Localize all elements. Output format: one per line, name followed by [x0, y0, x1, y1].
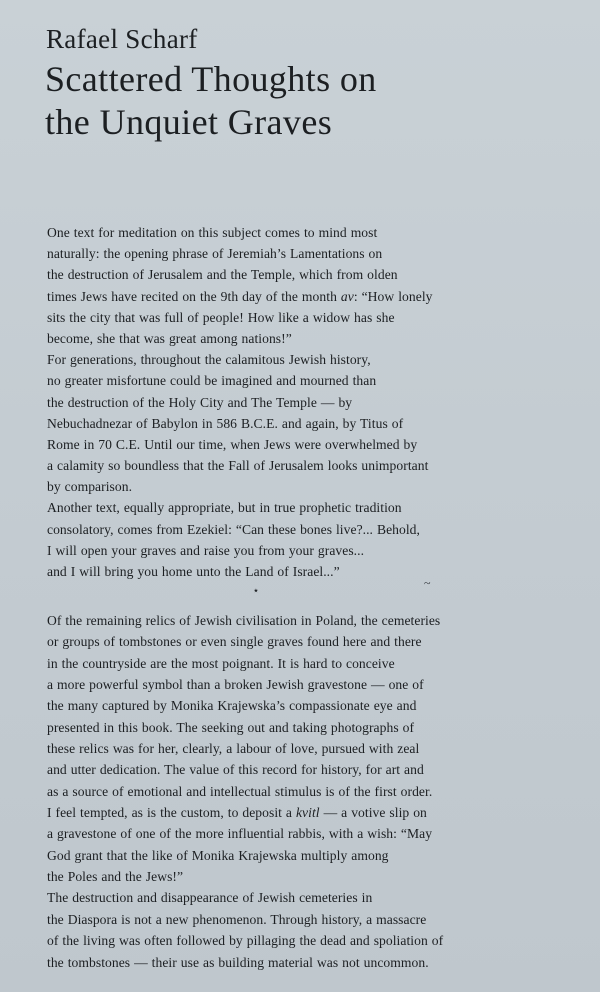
text-line: a more powerful symbol than a broken Jewish gravestone — one of — [47, 677, 424, 693]
text-line: consolatory, comes from Ezekiel: “Can these bones live?... Behold, — [47, 521, 420, 537]
text-line: Rome in 70 C.E. Until our time, when Jews were overwhelmed by — [47, 436, 418, 452]
text-line-end: : “How lonely — [353, 288, 433, 304]
text-line-end: — a votive slip on — [319, 805, 427, 821]
text-line-start: I feel tempted, as is the custom, to deposit a — [47, 805, 293, 821]
text-line: these relics was for her, clearly, a labour of love, pursued with zeal — [47, 741, 420, 757]
text-line: the destruction of the Holy City and The Temple — by — [47, 394, 353, 410]
text-line: I will open your graves and raise you from your graves... — [47, 542, 365, 558]
text-line: a gravestone of one of the more influential rabbis, with a wish: “May — [47, 826, 433, 842]
text-line: become, she that was great among nations!” — [47, 330, 292, 346]
text-line: naturally: the opening phrase of Jeremiah’s Lamentations on — [47, 246, 383, 262]
text-line: The destruction and disappearance of Jewish cemeteries in — [47, 890, 373, 906]
text-line: as a source of emotional and intellectual stimulus is of the first order. — [47, 783, 433, 799]
text-line: For generations, throughout the calamitous Jewish history, — [47, 352, 371, 368]
text-line: no greater misfortune could be imagined and mourned than — [47, 373, 377, 389]
text-line — [47, 286, 567, 307]
section-2-text — [47, 610, 567, 973]
text-line: the Diaspora is not a new phenomenon. Through history, a massacre — [47, 911, 427, 927]
text-line: the many captured by Monika Krajewska’s compassionate eye and — [47, 698, 417, 714]
title-line-1: Scattered Thoughts on — [45, 59, 377, 99]
text-line: Of the remaining relics of Jewish civilisation in Poland, the cemeteries — [47, 613, 441, 628]
text-line: Another text, equally appropriate, but in true prophetic tradition — [47, 500, 402, 516]
text-line: and utter dedication. The value of this record for history, for art and — [47, 762, 424, 778]
tilde-mark: ~ — [424, 576, 431, 590]
text-line: in the countryside are the most poignant. It is hard to conceive — [47, 655, 395, 671]
text-line: sits the city that was full of people! How like a widow has she — [47, 309, 395, 325]
text-line — [47, 802, 567, 823]
kvitl-word: kvitl — [295, 805, 320, 821]
section-1-text — [47, 222, 567, 582]
text-line: the destruction of Jerusalem and the Temple, which from olden — [47, 267, 398, 283]
text-line: God grant that the like of Monika Krajewska multiply among — [47, 847, 389, 863]
essay-title — [45, 58, 565, 144]
text-line: or groups of tombstones or even single graves found here and there — [47, 634, 422, 650]
text-line: and I will bring you home unto the Land of Israel...” — [47, 564, 340, 579]
month-name: av — [340, 288, 354, 304]
title-line-2: the Unquiet Graves — [45, 102, 333, 142]
text-line: of the living was often followed by pillaging the dead and spoliation of — [47, 933, 444, 949]
text-line: a calamity so boundless that the Fall of Jerusalem looks unimportant — [47, 458, 429, 474]
text-line: the tombstones — their use as building material was not uncommon. — [47, 954, 429, 970]
section-separator-star: ⋆ — [252, 585, 260, 597]
text-line: the Poles and the Jews!” — [47, 869, 184, 885]
text-line: presented in this book. The seeking out and taking photographs of — [47, 719, 415, 735]
text-line-start: times Jews have recited on the 9th day of the month — [47, 288, 337, 304]
author-name: Rafael Scharf — [46, 24, 198, 54]
text-line: One text for meditation on this subject comes to mind most — [47, 225, 378, 240]
text-line: Nebuchadnezar of Babylon in 586 B.C.E. and again, by Titus of — [47, 415, 404, 431]
text-line: by comparison. — [47, 479, 133, 495]
